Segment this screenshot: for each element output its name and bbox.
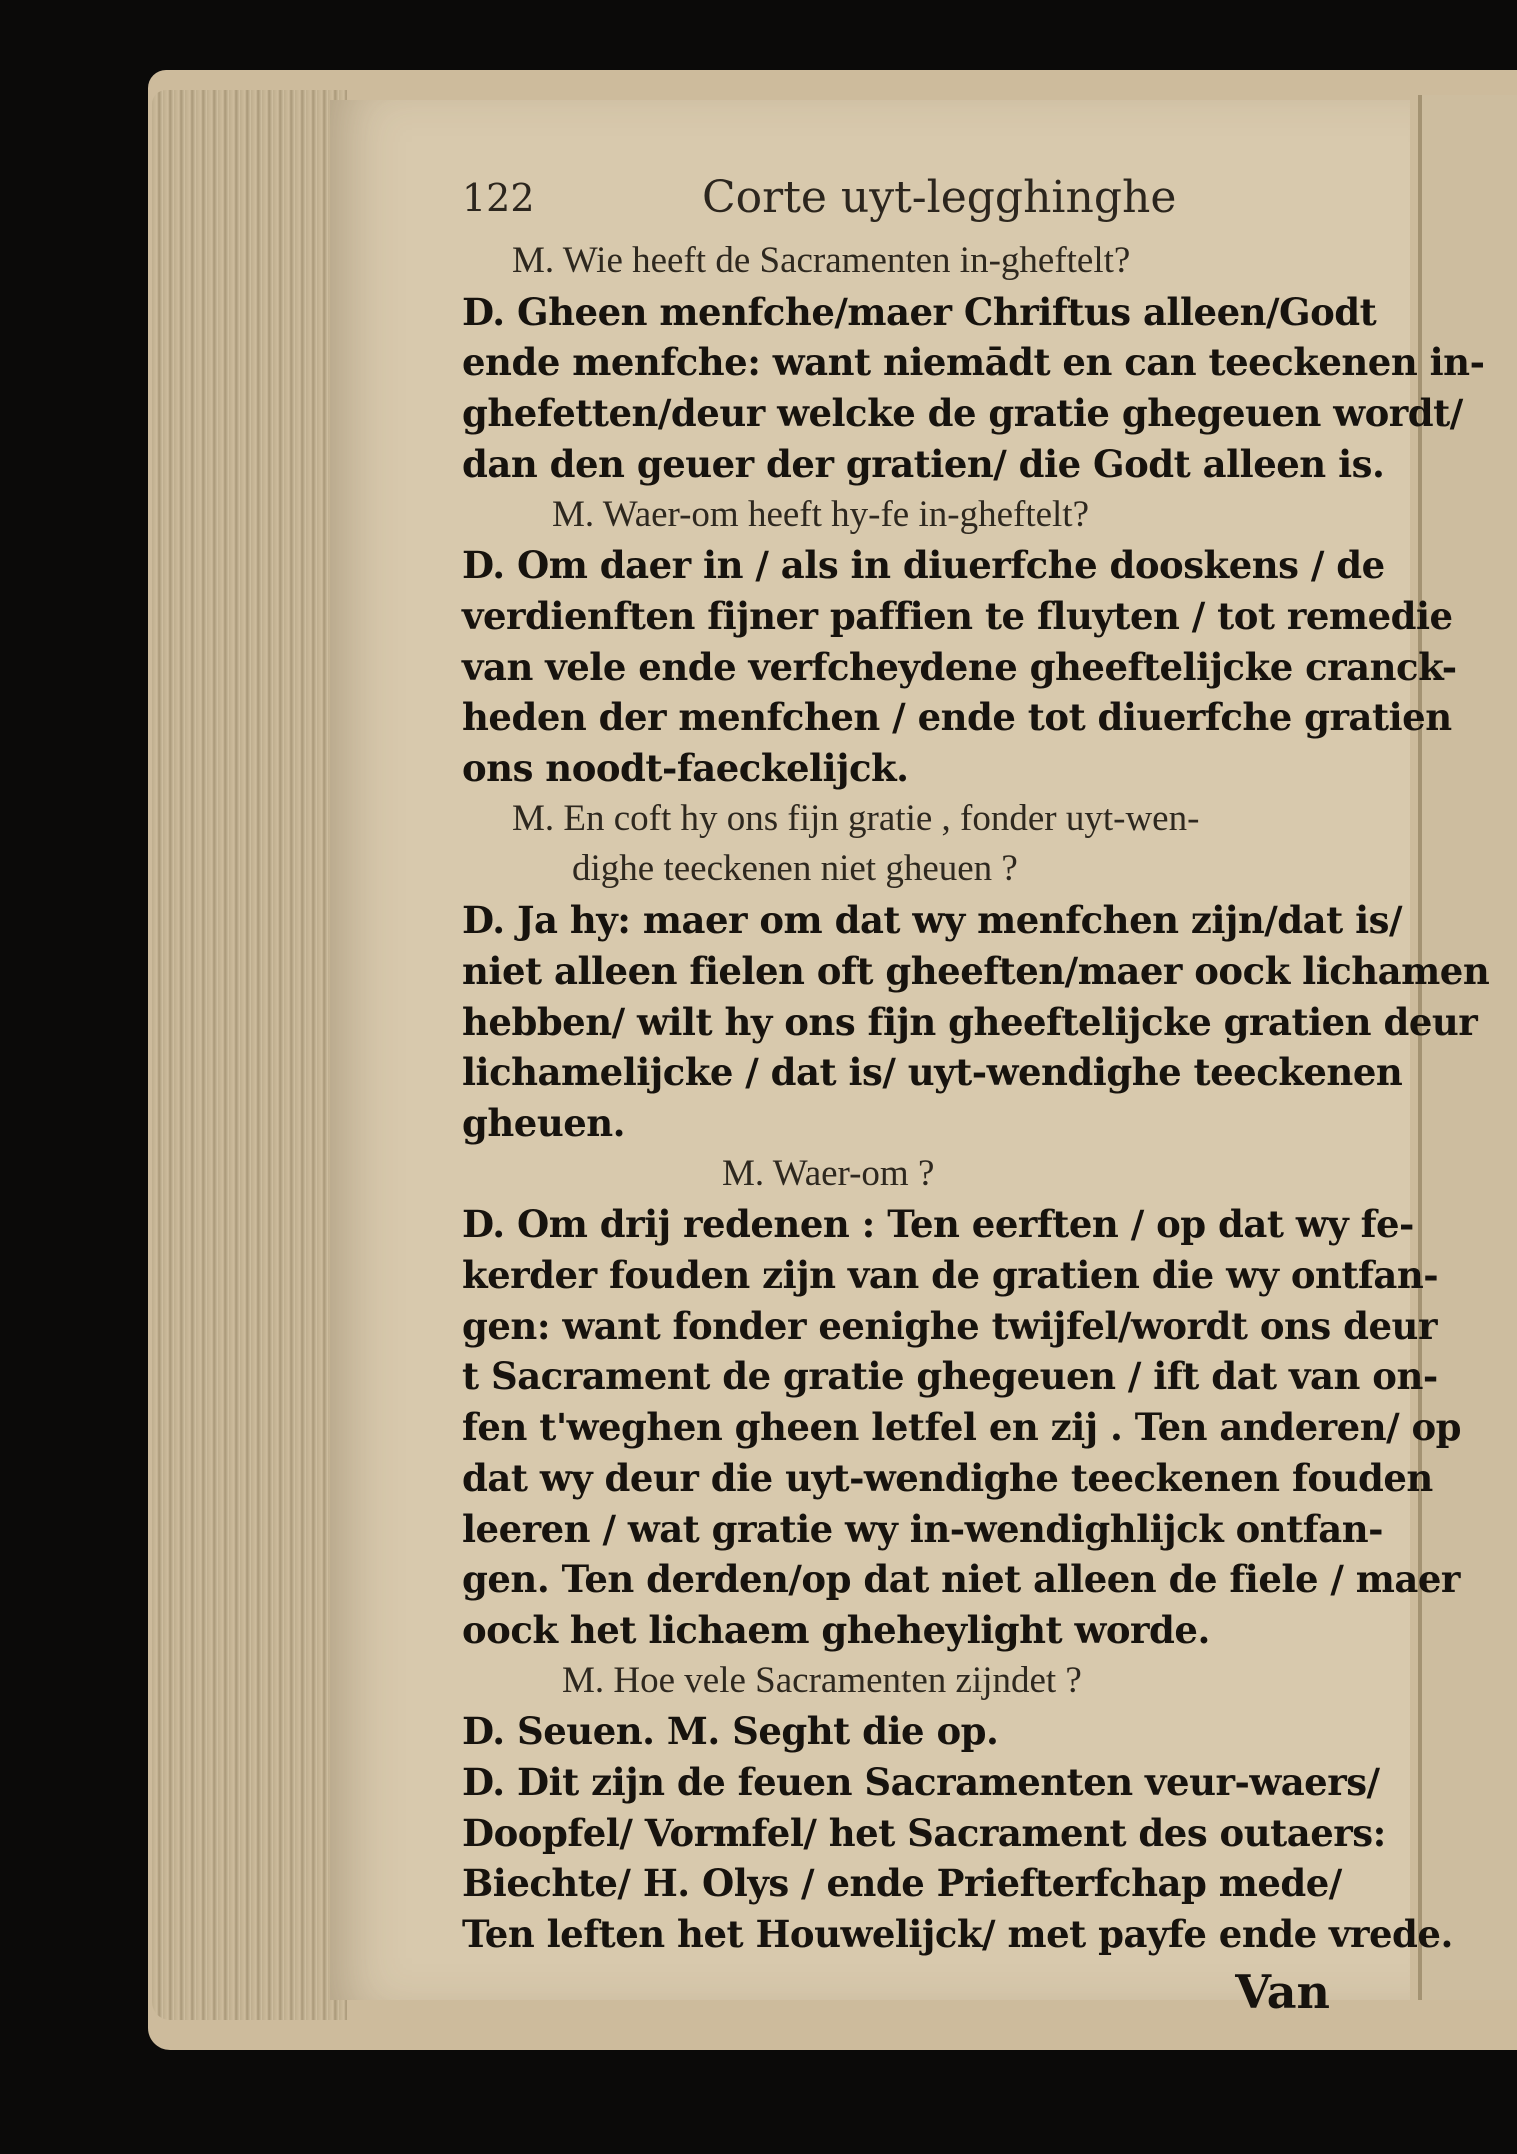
text-line: oock het lichaem gheheylight worde. xyxy=(462,1607,1210,1652)
text-line: fen t'weghen gheen letfel en zij . Ten anderen/ op xyxy=(462,1405,1462,1450)
text-line: D. Ja hy: maer om dat wy menfchen zijn/dat is/ xyxy=(462,898,1402,943)
text-line: dan den geuer der gratien/ die Godt alleen is. xyxy=(462,441,1385,486)
text-line: D. Om daer in / als in diuerfche dooskens / de xyxy=(462,543,1385,588)
text-line: kerder fouden zijn van de gratien die wy ontfan- xyxy=(462,1253,1439,1297)
text-line: Ten leften het Houwelijck/ met payfe ende vrede. xyxy=(462,1912,1453,1957)
text-line: M. Waer-om ? xyxy=(722,1152,935,1194)
page-edges xyxy=(152,90,347,2020)
text-line: M. Hoe vele Sacramenten zijndet ? xyxy=(562,1659,1082,1701)
running-title: Corte uyt-legghinghe xyxy=(702,172,1177,223)
text-line: ons noodt-faeckelijck. xyxy=(462,746,909,790)
text-line: gen. Ten derden/op dat niet alleen de fiele / maer xyxy=(462,1557,1460,1602)
text-line: verdienften fijner paffien te fluyten / tot remedie xyxy=(462,593,1453,638)
text-line: lichamelijcke / dat is/ uyt-wendighe teeckenen xyxy=(462,1050,1403,1095)
text-line: heden der menfchen / ende tot diuerfche gratien xyxy=(462,695,1452,740)
text-line: gheuen. xyxy=(462,1100,626,1145)
text-line: ende menfche: want niemādt en can teeckenen in- xyxy=(462,340,1485,385)
text-line: D. Seuen. M. Seght die op. xyxy=(462,1709,999,1754)
page-number: 122 xyxy=(462,176,535,220)
page-header xyxy=(462,172,1342,236)
text-line: ghefetten/deur welcke de gratie ghegeuen wordt/ xyxy=(462,391,1463,436)
text-line: Biechte/ H. Olys / ende Priefterfchap mede/ xyxy=(462,1861,1342,1906)
text-line: D. Om drij redenen : Ten eerften / op dat wy fe- xyxy=(462,1202,1414,1247)
text-line: dighe teeckenen niet gheuen ? xyxy=(572,848,1018,890)
text-line: dat wy deur die uyt-wendighe teeckenen fouden xyxy=(462,1455,1433,1500)
text-line: niet alleen fielen oft gheeften/maer oock lichamen xyxy=(462,948,1490,993)
text-line: M. Waer-om heeft hy-fe in-gheftelt? xyxy=(552,493,1090,535)
text-line: M. En coft hy ons fijn gratie , fonder uyt-wen- xyxy=(512,797,1200,839)
text-line: D. Dit zijn de feuen Sacramenten veur-waers/ xyxy=(462,1760,1380,1804)
text-line: Doopfel/ Vormfel/ het Sacrament des outaers: xyxy=(462,1810,1386,1855)
text-line: M. Wie heeft de Sacramenten in-gheftelt? xyxy=(512,240,1131,281)
catchword: Van xyxy=(1235,1964,1330,2019)
text-line: D. Gheen menfche/maer Chriftus alleen/Godt xyxy=(462,289,1377,334)
text-line: leeren / wat gratie wy in-wendighlijck ontfan- xyxy=(462,1506,1383,1551)
text-line: hebben/ wilt hy ons fijn gheeftelijcke gratien deur xyxy=(462,999,1478,1044)
text-line: t Sacrament de gratie ghegeuen / ift dat van on- xyxy=(462,1354,1438,1399)
text-line: van vele ende verfcheydene gheeftelijcke cranck- xyxy=(462,644,1457,689)
text-line: gen: want fonder eenighe twijfel/wordt ons deur xyxy=(462,1303,1437,1348)
